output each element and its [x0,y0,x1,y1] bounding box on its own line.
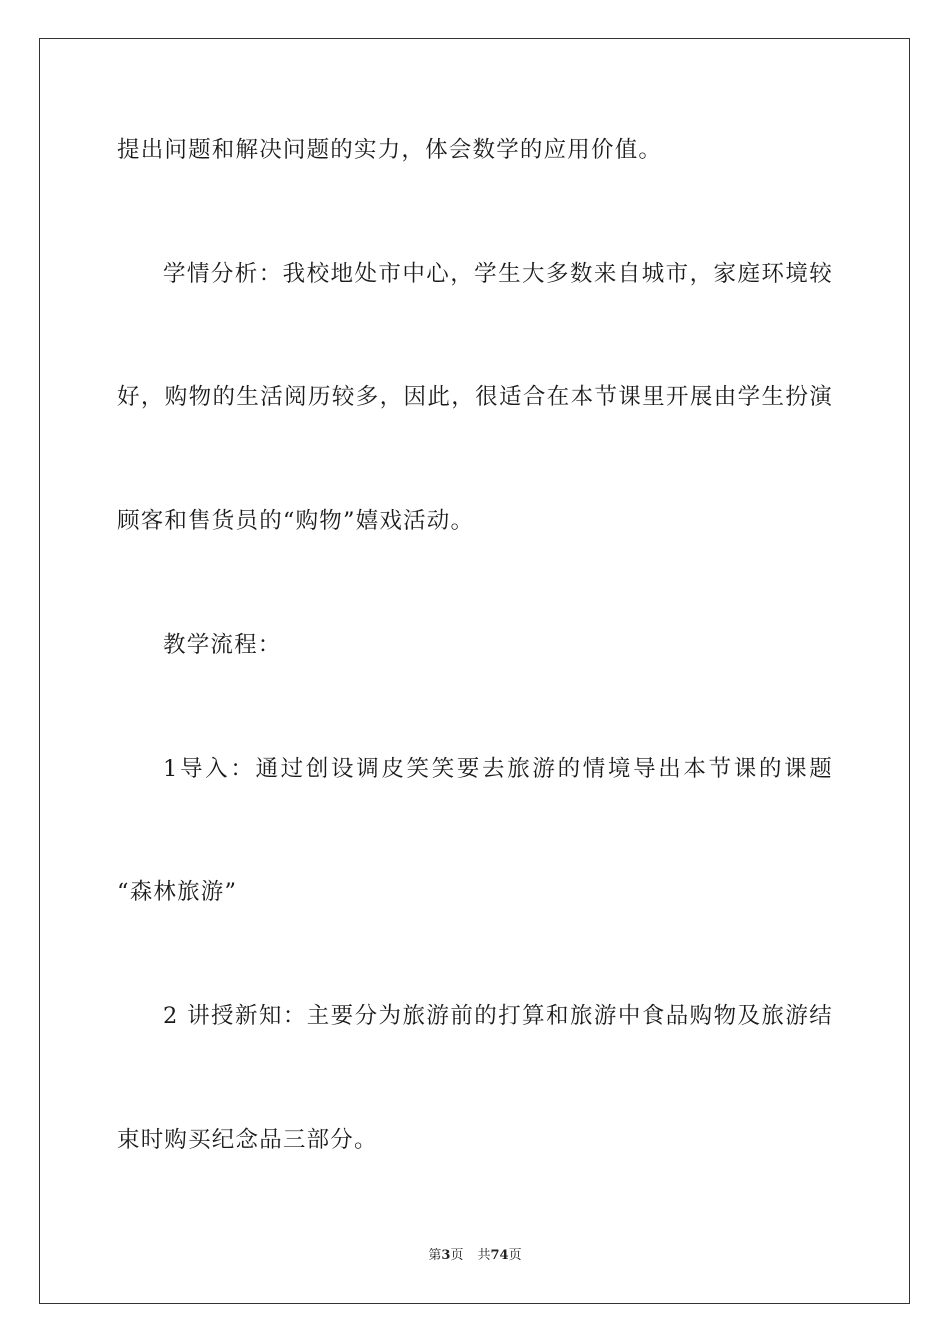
footer-page-number: 3 [441,1248,451,1263]
paragraph-line: 好，购物的生活阅历较多，因此，很适合在本节课里开展由学生扮演 [117,384,833,410]
paragraph-line: 提出问题和解决问题的实力，体会数学的应用价值。 [117,137,663,163]
footer-page-suffix: 页 [450,1248,464,1263]
paragraph-line: 学情分析：我校地处市中心，学生大多数来自城市，家庭环境较 [163,261,833,287]
paragraph-line: “森林旅游” [117,879,238,905]
footer-total-prefix: 共 [477,1248,491,1263]
footer-total-suffix: 页 [508,1248,522,1263]
paragraph-line: 顾客和售货员的“购物”嬉戏活动。 [117,508,475,534]
footer-page-prefix: 第 [428,1248,442,1263]
paragraph-line: 束时购买纪念品三部分。 [117,1127,378,1153]
paragraph-line: 2 讲授新知：主要分为旅游前的打算和旅游中食品购物及旅游结 [163,1003,833,1029]
footer-total-pages: 74 [490,1248,509,1263]
paragraph-line: 1导入：通过创设调皮笑笑要去旅游的情境导出本节课的课题 [163,756,833,782]
page-border [39,38,910,1304]
page-footer [0,1247,950,1265]
paragraph-line: 教学流程： [163,632,282,658]
